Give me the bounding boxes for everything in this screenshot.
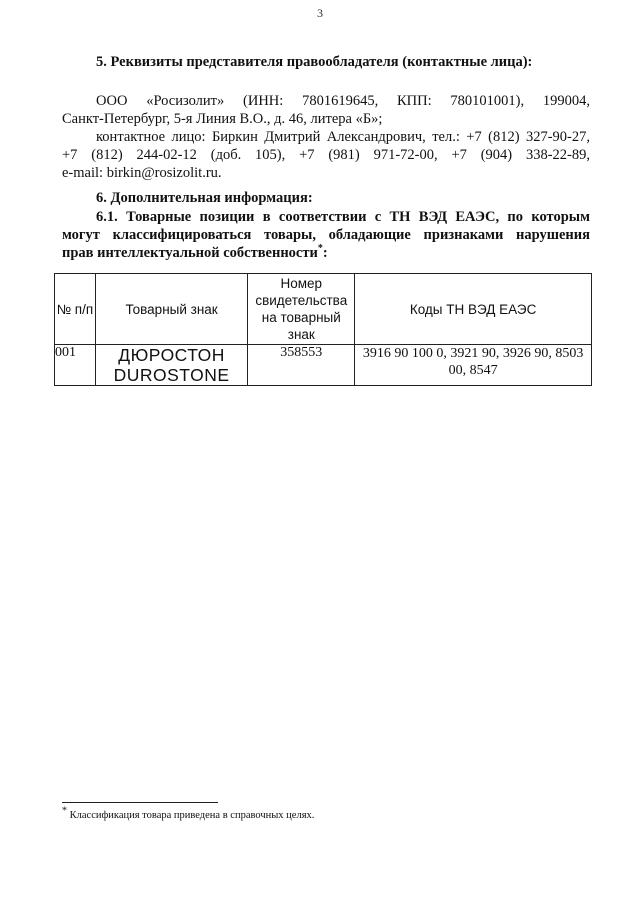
section-5-phones-line: +7 (812) 244-02-12 (доб. 105), +7 (981) 971-72-00, +7 (904) 338-22-89,: [62, 147, 590, 163]
footnote-reference: *: [317, 243, 323, 255]
table-row: [55, 345, 592, 386]
section-6-1-line-3-colon: :: [322, 245, 328, 261]
section-5-contact-line: контактное лицо: Биркин Дмитрий Александрович, тел.: +7 (812) 327-90-27,: [96, 129, 590, 145]
section-5-address-line: Санкт-Петербург, 5-я Линия В.О., д. 46, литера «Б»;: [62, 111, 383, 127]
trademark-cyrillic: ДЮРОСТОН: [118, 345, 225, 365]
section-6-1-line-3-text: прав интеллектуальной собственности: [62, 245, 318, 261]
header-customs-codes: Коды ТН ВЭД ЕАЭС: [355, 274, 592, 345]
header-trademark: Товарный знак: [95, 274, 248, 345]
section-6-1-line-3: [62, 244, 328, 262]
section-5-email-line: e-mail: birkin@rosizolit.ru.: [62, 165, 222, 181]
certificate-number: 358553: [248, 345, 355, 386]
header-certificate-number: Номер свидетельства на товарный знак: [248, 274, 355, 345]
trademark-cell: [95, 345, 248, 386]
section-6-1-line-2: могут классифицироваться товары, обладающие признаками нарушения: [62, 227, 590, 243]
section-6-title: 6. Дополнительная информация:: [96, 190, 313, 206]
footnote-text: Классификация товара приведена в справочных целях.: [69, 810, 315, 821]
section-5-company-line: ООО «Росизолит» (ИНН: 7801619645, КПП: 780101001), 199004,: [96, 93, 590, 109]
header-number: № п/п: [55, 274, 96, 345]
table-header-row: [55, 274, 592, 345]
section-5-title: 5. Реквизиты представителя правообладателя (контактные лица):: [96, 54, 533, 70]
section-6-1-line-1: 6.1. Товарные позиции в соответствии с ТН ВЭД ЕАЭС, по которым: [96, 209, 590, 225]
footnote: [62, 805, 315, 821]
footnote-divider: [62, 802, 218, 803]
trademark-latin: DUROSTONE: [113, 365, 230, 385]
customs-codes: 3916 90 100 0, 3921 90, 3926 90, 8503 00, 8547: [355, 345, 592, 386]
trademarks-table: [54, 273, 592, 386]
row-number: 001: [55, 345, 96, 386]
footnote-marker: *: [62, 805, 67, 817]
page-number: 3: [317, 6, 323, 20]
